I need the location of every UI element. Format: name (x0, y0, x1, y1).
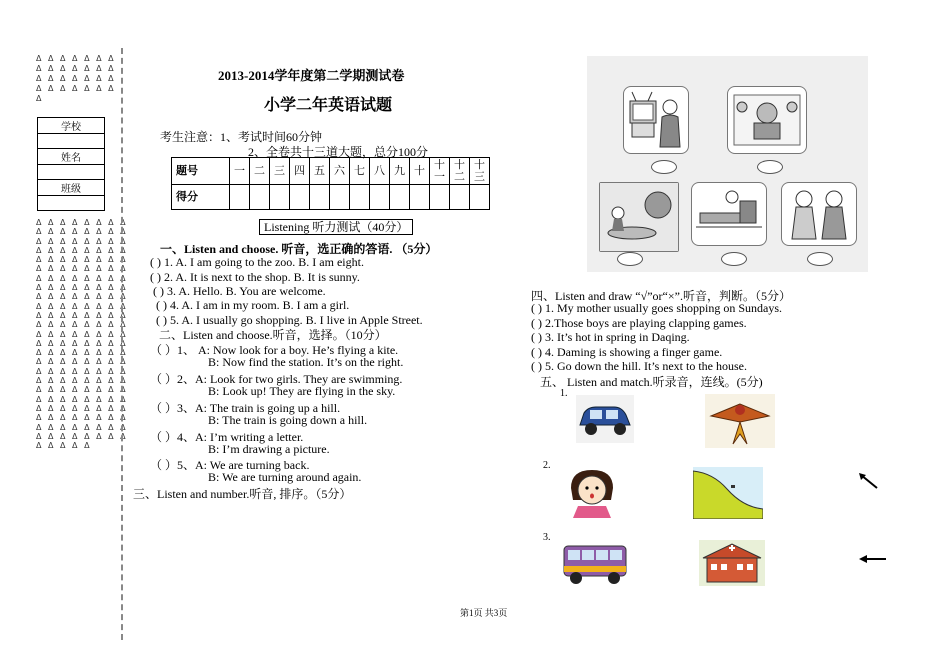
name-field[interactable] (38, 165, 105, 180)
score-col: 五 (310, 158, 330, 185)
score-col: 八 (370, 158, 390, 185)
answer-oval[interactable] (757, 160, 783, 174)
school-label: 学校 (38, 118, 105, 134)
score-cell[interactable] (290, 185, 310, 210)
score-cell[interactable] (370, 185, 390, 210)
triangle-row: Δ Δ Δ Δ Δ Δ Δ Δ (36, 236, 128, 246)
binding-triangles-bottom (36, 218, 128, 450)
section3-title: 三、Listen and number.听音, 排序。（5分） (133, 487, 352, 501)
robot-picture (727, 86, 807, 154)
triangle-row: Δ Δ Δ Δ Δ Δ Δ Δ (36, 422, 128, 432)
triangle-row: Δ Δ Δ Δ Δ Δ Δ Δ (36, 338, 128, 348)
score-cell[interactable] (470, 185, 490, 210)
bus-picture (562, 540, 628, 593)
girl-picture (563, 466, 621, 523)
score-cell[interactable] (390, 185, 410, 210)
name-label: 姓名 (38, 149, 105, 165)
section1-item: ( ) 5. A. I usually go shopping. B. I live in Apple Street. (156, 313, 423, 327)
class-label: 班级 (38, 180, 105, 196)
section2-item: B: I’m drawing a picture. (208, 442, 330, 456)
triangle-row: Δ Δ Δ Δ Δ Δ Δ Δ (36, 403, 128, 413)
triangle-row: Δ Δ Δ Δ Δ Δ Δ Δ (36, 245, 128, 255)
triangle-row: Δ Δ Δ Δ Δ Δ Δ Δ (36, 394, 128, 404)
triangle-row: Δ Δ Δ Δ Δ Δ Δ Δ (36, 264, 128, 274)
score-col: 二 (250, 158, 270, 185)
triangle-row: Δ Δ Δ Δ Δ Δ Δ Δ (36, 301, 128, 311)
triangle-row: Δ Δ Δ Δ Δ Δ Δ Δ (36, 431, 128, 441)
triangle-row: Δ Δ Δ Δ Δ Δ Δ Δ (36, 366, 128, 376)
triangle-row: Δ Δ Δ Δ Δ Δ Δ Δ (36, 413, 128, 423)
section1-item: ( ) 4. A. I am in my room. B. I am a girl. (156, 298, 350, 312)
score-col: 十一 (430, 158, 450, 185)
arrow-icon (857, 472, 879, 495)
section4-item: ( ) 4. Daming is showing a finger game. (531, 345, 723, 359)
triangle-row: Δ Δ Δ Δ Δ Δ Δ Δ (36, 348, 128, 358)
tv-picture (623, 86, 689, 154)
section2-item: （ ）5、A: We are turning back. (150, 458, 310, 472)
exam-subtitle: 小学二年英语试题 (264, 97, 393, 114)
score-col: 六 (330, 158, 350, 185)
triangle-row: Δ Δ Δ Δ Δ Δ Δ Δ (36, 376, 128, 386)
answer-oval[interactable] (807, 252, 833, 266)
score-cell[interactable] (270, 185, 290, 210)
binding-triangles-top (36, 54, 116, 104)
score-row-header: 得分 (172, 185, 230, 210)
triangle-row: Δ Δ Δ Δ Δ Δ Δ (36, 64, 116, 73)
triangle-row: Δ Δ Δ Δ Δ Δ Δ (36, 84, 116, 93)
score-cell[interactable] (230, 185, 250, 210)
score-cell[interactable] (330, 185, 350, 210)
answer-oval[interactable] (617, 252, 643, 266)
section2-item: （ ）4、A: I’m writing a letter. (150, 430, 304, 444)
triangle-row: Δ Δ Δ Δ Δ Δ Δ (36, 74, 116, 83)
listening-section-title: Listening 听力测试（40分） (259, 219, 413, 235)
triangle-row: Δ Δ Δ Δ Δ Δ Δ Δ (36, 357, 128, 367)
section4-item: ( ) 2.Those boys are playing clapping games. (531, 316, 747, 330)
section2-item: B: Now find the station. It’s on the right. (208, 355, 404, 369)
section3-picture-panel (587, 56, 868, 272)
triangle-row: Δ Δ Δ Δ Δ Δ Δ Δ (36, 218, 128, 227)
triangle-row: Δ Δ Δ Δ Δ Δ Δ Δ (36, 385, 128, 395)
section2-item: （ ）2、A: Look for two girls. They are swimming. (150, 372, 403, 386)
section1-item: ( ) 3. A. Hello. B. You are welcome. (153, 284, 326, 298)
section2-item: （ ）3、A: The train is going up a hill. (150, 401, 341, 415)
score-col: 十三 (470, 158, 490, 185)
section4-item: ( ) 5. Go down the hill. It’s next to the house. (531, 359, 747, 373)
triangle-row: Δ Δ Δ Δ Δ Δ Δ Δ (36, 227, 128, 237)
score-cell[interactable] (410, 185, 430, 210)
exam-title: 2013-2014学年度第二学期测试卷 (218, 68, 405, 83)
score-cell[interactable] (350, 185, 370, 210)
car-picture (576, 395, 634, 448)
train-picture (691, 182, 767, 246)
page-footer: 第1页 共3页 (460, 608, 508, 618)
section1-item: ( ) 2. A. It is next to the shop. B. It is sunny. (150, 270, 360, 284)
score-table (171, 157, 490, 210)
binding-cut-line (121, 48, 123, 640)
section2-item: B: We are turning around again. (208, 470, 362, 484)
score-col: 七 (350, 158, 370, 185)
score-col: 九 (390, 158, 410, 185)
section2-item: B: Look up! They are flying in the sky. (208, 384, 396, 398)
answer-oval[interactable] (721, 252, 747, 266)
score-cell[interactable] (430, 185, 450, 210)
notice-line-2: 2、全卷共十三道大题，总分100分 (248, 145, 429, 159)
section2-item: B: The train is going down a hill. (208, 413, 368, 427)
class-field[interactable] (38, 196, 105, 211)
section5-title: 五、 Listen and match.听录音，连线。(5分) (540, 375, 763, 389)
school-field[interactable] (38, 134, 105, 149)
section1-title: 一、Listen and choose. 听音，选正确的答语. （5分） (160, 242, 438, 256)
hospital-picture (699, 540, 765, 591)
triangle-row: Δ Δ Δ Δ Δ Δ Δ Δ (36, 283, 128, 293)
question-number-header: 题号 (172, 158, 230, 185)
triangle-row: Δ Δ Δ Δ Δ Δ Δ Δ (36, 329, 128, 339)
hill-picture (693, 467, 763, 524)
notice-line-1: 考生注意：1、考试时间60分钟 (160, 130, 323, 144)
triangle-row: Δ Δ Δ Δ Δ Δ Δ (36, 54, 116, 63)
section2-title: 二、Listen and choose.听音，选择。（10分） (159, 328, 387, 342)
score-cell[interactable] (310, 185, 330, 210)
score-col: 一 (230, 158, 250, 185)
score-col: 四 (290, 158, 310, 185)
match-number-1: 1. (560, 388, 568, 399)
student-info-table (37, 117, 105, 211)
match-number-2: 2. (543, 460, 551, 471)
triangle-row: Δ Δ Δ Δ Δ Δ Δ Δ (36, 292, 128, 302)
kite-picture (705, 394, 775, 453)
score-col: 十 (410, 158, 430, 185)
score-col: 十二 (450, 158, 470, 185)
section1-item: ( ) 1. A. I am going to the zoo. B. I am eight. (150, 255, 364, 269)
answer-oval[interactable] (651, 160, 677, 174)
bedroom-picture (599, 182, 679, 252)
triangle-row: Δ Δ Δ Δ Δ (36, 441, 92, 451)
triangle-row: Δ (36, 94, 44, 103)
triangle-row: Δ Δ Δ Δ Δ Δ Δ Δ (36, 273, 128, 283)
triangle-row: Δ Δ Δ Δ Δ Δ Δ Δ (36, 255, 128, 265)
score-cell[interactable] (450, 185, 470, 210)
arrow-icon (858, 552, 888, 570)
section4-item: ( ) 3. It’s hot in spring in Daqing. (531, 330, 690, 344)
triangle-row: Δ Δ Δ Δ Δ Δ Δ Δ (36, 320, 128, 330)
score-col: 三 (270, 158, 290, 185)
section2-item: （ ）1、 A: Now look for a boy. He’s flying a kite. (150, 343, 399, 357)
section4-title: 四、Listen and draw “√”or“×”.听音，判断。（5分） (531, 289, 791, 303)
score-cell[interactable] (250, 185, 270, 210)
girls-picture (781, 182, 857, 246)
section4-item: ( ) 1. My mother usually goes shopping on Sundays. (531, 301, 782, 315)
triangle-row: Δ Δ Δ Δ Δ Δ Δ Δ (36, 310, 128, 320)
match-number-3: 3. (543, 532, 551, 543)
